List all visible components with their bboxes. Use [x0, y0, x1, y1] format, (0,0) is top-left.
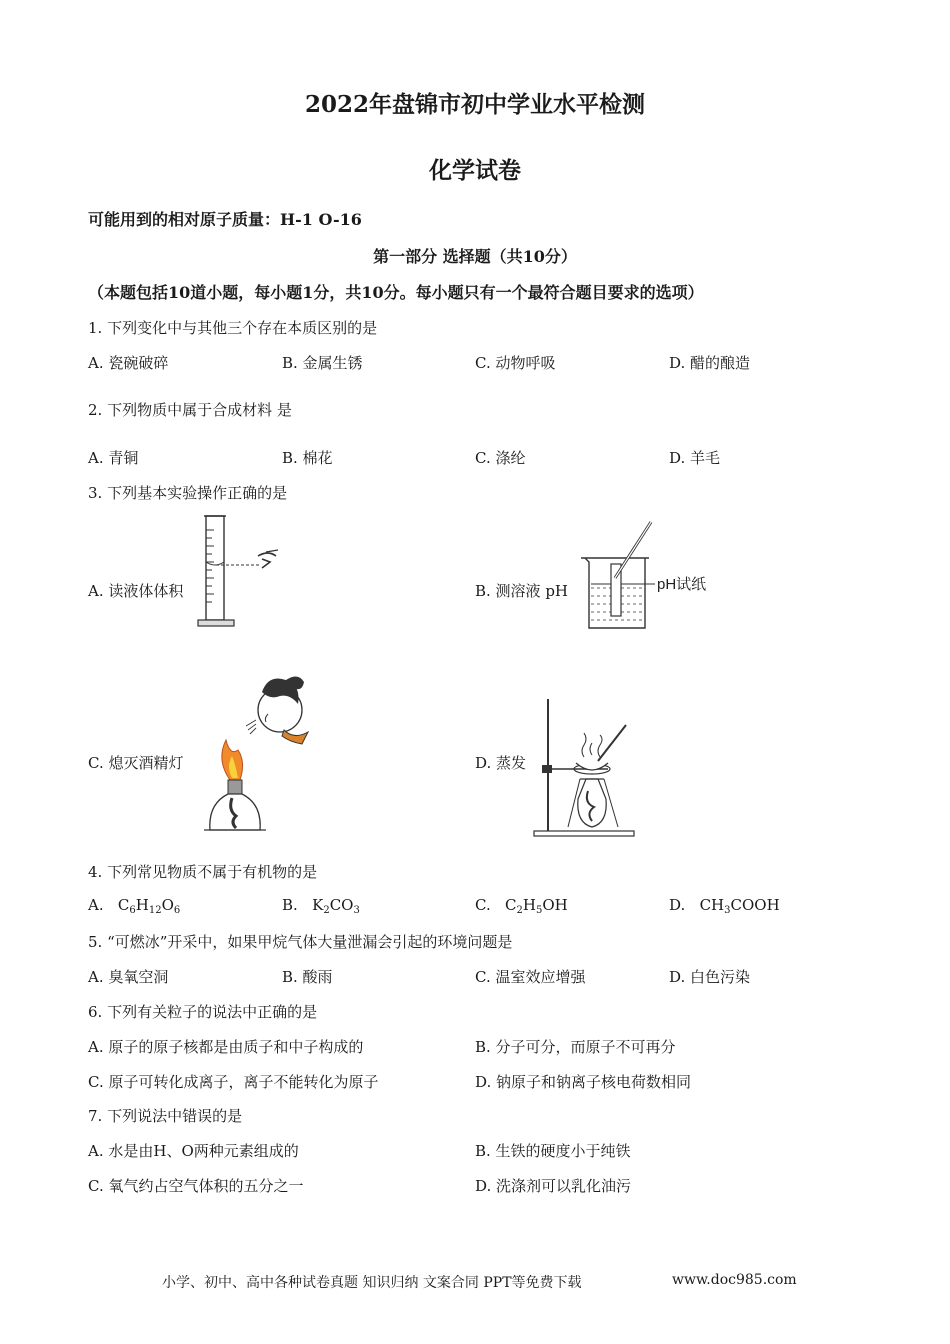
q6-option-c[interactable]: C. 原子可转化成离子，离子不能转化为原子 [88, 1073, 379, 1091]
q5-option-c[interactable]: C. 温室效应增强 [475, 968, 586, 986]
part1-heading: 第一部分 选择题（共10分） [373, 247, 577, 266]
formula-part: C [117, 896, 130, 914]
q2-option-a[interactable]: A. 青铜 [88, 449, 139, 467]
q7-option-a[interactable]: A. 水是由H、O两种元素组成的 [88, 1142, 299, 1160]
q7-option-b[interactable]: B. 生铁的硬度小于纯铁 [475, 1142, 631, 1160]
formula-part: 3 [353, 905, 360, 916]
q4-option-d-letter: D. [669, 896, 686, 914]
q3-option-b[interactable]: B. 测溶液 pH [475, 582, 569, 600]
graduated-cylinder-figure [190, 512, 290, 632]
q6-option-a[interactable]: A. 原子的原子核都是由质子和中子构成的 [88, 1038, 364, 1056]
q3-option-d[interactable]: D. 蒸发 [475, 754, 527, 772]
blowing-out-lamp-figure [190, 670, 320, 840]
q3-option-c[interactable]: C. 熄灭酒精灯 [88, 754, 184, 772]
question-1-stem: 1. 下列变化中与其他三个存在本质区别的是 [88, 319, 378, 337]
q7-option-c[interactable]: C. 氧气约占空气体积的五分之一 [88, 1177, 304, 1195]
formula-part: K [312, 896, 324, 914]
q1-option-a[interactable]: A. 瓷碗破碎 [88, 354, 169, 372]
formula-part: 2 [323, 905, 330, 916]
formula-part: 12 [148, 905, 162, 916]
footer-text: 小学、初中、高中各种试卷真题 知识归纳 文案合同 PPT等免费下载 [162, 1275, 582, 1291]
q4-option-b-letter: B. [282, 896, 298, 914]
q5-option-a[interactable]: A. 臭氧空洞 [88, 968, 169, 986]
formula-part: CO [329, 896, 354, 914]
q4-formula-potassium-carbonate [312, 896, 360, 914]
q4-option-c[interactable] [475, 896, 568, 916]
ph-test-figure [575, 518, 725, 633]
formula-part: 6 [129, 905, 136, 916]
question-2-stem: 2. 下列物质中属于合成材料 是 [88, 401, 292, 419]
formula-part: OH [542, 896, 568, 914]
q2-option-d[interactable]: D. 羊毛 [669, 449, 721, 467]
formula-part: 6 [173, 905, 181, 916]
formula-part: O [161, 896, 174, 914]
ph-paper-label: pH试纸 [657, 576, 707, 593]
q4-formula-acetic-acid [700, 896, 780, 914]
formula-part: 5 [535, 905, 543, 916]
formula-part: CH [699, 896, 725, 914]
q4-option-b[interactable] [282, 896, 360, 916]
q2-option-c[interactable]: C. 涤纶 [475, 449, 526, 467]
question-7-stem: 7. 下列说法中错误的是 [88, 1107, 243, 1125]
formula-part: 2 [516, 905, 523, 916]
q5-option-d[interactable]: D. 白色污染 [669, 968, 751, 986]
q3-option-a[interactable]: A. 读液体体积 [88, 582, 184, 600]
q4-option-a-letter: A. [88, 896, 104, 914]
q4-option-d[interactable] [669, 896, 780, 916]
q1-option-b[interactable]: B. 金属生锈 [282, 354, 363, 372]
exam-title: 2022年盘锦市初中学业水平检测 [304, 91, 645, 118]
q6-option-b[interactable]: B. 分子可分，而原子不可再分 [475, 1038, 676, 1056]
exam-subtitle: 化学试卷 [429, 157, 521, 184]
q4-formula-glucose [118, 896, 180, 914]
q2-option-b[interactable]: B. 棉花 [282, 449, 333, 467]
formula-part: 3 [724, 905, 731, 916]
question-6-stem: 6. 下列有关粒子的说法中正确的是 [88, 1003, 318, 1021]
q6-option-d[interactable]: D. 钠原子和钠离子核电荷数相同 [475, 1073, 692, 1091]
atomic-mass-note: 可能用到的相对原子质量：H-1 O-16 [88, 210, 362, 229]
q4-formula-ethanol [505, 896, 568, 914]
q7-option-d[interactable]: D. 洗涤剂可以乳化油污 [475, 1177, 632, 1195]
formula-part: H [135, 896, 149, 914]
footer-link[interactable]: www.doc985.com [672, 1272, 797, 1288]
question-4-stem: 4. 下列常见物质不属于有机物的是 [88, 863, 318, 881]
question-3-stem: 3. 下列基本实验操作正确的是 [88, 484, 288, 502]
formula-part: C [505, 896, 517, 914]
part1-instruction: （本题包括10道小题，每小题1分，共10分。每小题只有一个最符合题目要求的选项） [88, 283, 704, 302]
q5-option-b[interactable]: B. 酸雨 [282, 968, 333, 986]
q4-option-a[interactable] [88, 896, 180, 916]
q1-option-c[interactable]: C. 动物呼吸 [475, 354, 556, 372]
q4-option-c-letter: C. [475, 896, 491, 914]
q1-option-d[interactable]: D. 醋的酿造 [669, 354, 751, 372]
evaporation-figure [528, 695, 638, 840]
formula-part: COOH [730, 896, 780, 914]
question-5-stem: 5. “可燃冰”开采中，如果甲烷气体大量泄漏会引起的环境问题是 [88, 933, 513, 951]
formula-part: H [522, 896, 536, 914]
